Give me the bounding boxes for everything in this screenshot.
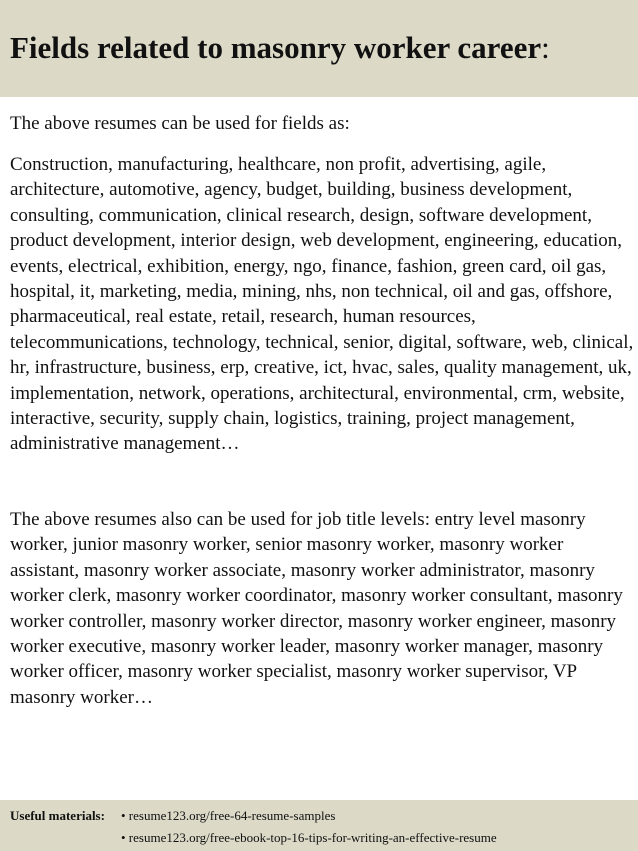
fields-paragraph: Construction, manufacturing, healthcare, non profit, advertising, agile, architecture, automotive, agency, budget, building, business development, consulting, communication, clinical research, design, software development, product development, interior design, web development, engineering, education, events, electrical, exhibition, energy, ngo, finance, fashion, green card, oil gas, hospital, it, marketing, media, mining, nhs, non technical, oil and gas, offshore, pharmaceutical, real estate, retail, research, human resources, telecommunications, technology, technical, senior, digital, software, web, clinical, hr, infrastructure, business, erp, creative, ict, hvac, sales, quality management, uk, implementation, network, operations, architectural, environmental, crm, website, interactive, security, supply chain, logistics, training, project management, administrative management… [10, 154, 634, 455]
page-title-colon: : [541, 30, 550, 65]
title-bar [0, 0, 638, 97]
job-levels-paragraph: The above resumes also can be used for job title levels: entry level masonry worker, junior masonry worker, senior masonry worker, masonry worker assistant, masonry worker associate, masonry worker administrator, masonry worker clerk, masonry worker coordinator, masonry worker consultant, masonry worker controller, masonry worker director, masonry worker engineer, masonry worker executive, masonry worker leader, masonry worker manager, masonry worker officer, masonry worker specialist, masonry worker supervisor, VP masonry worker… [10, 509, 623, 708]
page-title-text: Fields related to masonry worker career [10, 30, 542, 65]
resume-samples-link[interactable]: • resume123.org/free-64-resume-samples [121, 808, 336, 823]
page-title [10, 30, 550, 66]
useful-materials-label: Useful materials: [10, 808, 105, 823]
footer-bar [0, 800, 638, 851]
ebook-tips-link[interactable]: • resume123.org/free-ebook-top-16-tips-for-writing-an-effective-resume [121, 830, 497, 845]
intro-text: The above resumes can be used for fields as: [10, 113, 350, 134]
